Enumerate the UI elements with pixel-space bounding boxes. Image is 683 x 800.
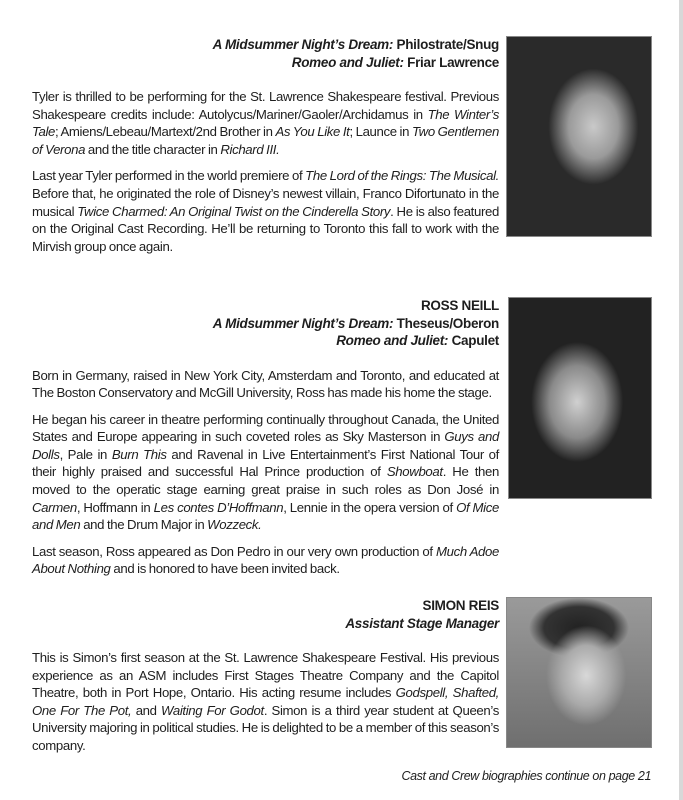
bio-heading <box>32 36 499 71</box>
bio-heading <box>32 297 499 350</box>
role-name: Capulet <box>451 333 499 348</box>
text-run: Before that, he originated the role of Disney’s newest villain, Franco Difortunato in the musical <box>32 185 499 219</box>
headshot-photo <box>506 597 652 748</box>
play-title: A Midsummer Night’s Dream: <box>212 37 394 52</box>
role-line <box>32 315 499 333</box>
work-title: Les contes D’Hoffmann <box>153 499 284 515</box>
text-run: , Hoffmann in <box>76 499 154 515</box>
role-line <box>32 332 499 350</box>
text-run: ; Launce in <box>349 124 412 140</box>
work-title: Much Adoe About Nothing <box>32 543 499 577</box>
work-title: Guys and Dolls <box>32 429 499 462</box>
work-title: Waiting For Godot <box>160 702 264 718</box>
play-title: Assistant Stage Manager <box>345 615 499 631</box>
bio-tyler <box>32 36 652 272</box>
text-run: and is honored to have been invited back. <box>110 561 340 577</box>
bio-simon-reis <box>32 597 652 783</box>
work-title: Burn This <box>111 446 167 462</box>
text-run: , Pale in <box>59 446 112 462</box>
work-title: Richard III. <box>220 141 280 157</box>
text-run: . He is also featured on the Original Cast Recording. He’ll be returning to Toronto this fall to work with the Mirvish group once again. <box>32 203 499 254</box>
play-title: Romeo and Juliet: <box>291 54 404 70</box>
play-title: Romeo and Juliet: <box>336 333 449 348</box>
work-title: Carmen <box>32 499 77 515</box>
text-run: Last season, Ross appeared as Don Pedro in our very own production of <box>32 543 436 559</box>
work-title: As You Like It <box>275 124 350 140</box>
play-title: A Midsummer Night’s Dream: <box>212 315 394 331</box>
text-run: This is Simon’s first season at the St. Lawrence Shakespeare Festival. His previous experience as an ASM includes First Stages Theatre Company and the Capitol Theatre, both in Port Hope, Ontario. His acting resume includes <box>32 650 499 701</box>
bio-name: SIMON REIS <box>422 598 499 613</box>
work-title: Twice Charmed: An Original Twist on the Cinderella Story <box>77 203 391 219</box>
bio-heading <box>32 597 499 632</box>
bio-name: ROSS NEILL <box>420 298 499 313</box>
text-run: and <box>131 702 161 718</box>
role-line <box>32 54 499 72</box>
text-run: Last year Tyler performed in the world premiere of <box>32 168 306 184</box>
work-title: Godspell, Shafted, One For The Pot, <box>32 685 499 718</box>
text-run: Born in Germany, raised in New York City, Amsterdam and Toronto, and educated at The Boston Conservatory and McGill University, Ross has made his home the stage. <box>32 367 499 401</box>
headshot-photo <box>506 36 652 237</box>
role-name: Friar Lawrence <box>407 54 499 70</box>
text-run: and the Drum Major in <box>80 517 208 533</box>
text-run: and the title character in <box>85 141 221 157</box>
work-title: Showboat <box>386 464 443 480</box>
role-line <box>32 615 499 633</box>
text-run: . Simon is a third year student at Queen’s University majoring in political studies. He is delighted to be a member of this season’s company. <box>32 702 499 753</box>
headshot-photo <box>508 297 652 499</box>
work-title: Of Mice and Men <box>32 499 499 533</box>
text-run: ; Amiens/Lebeau/Martext/2nd Brother in <box>55 124 276 140</box>
bio-ross-neill <box>32 297 652 587</box>
work-title: Two Gentlemen of Verona <box>32 124 500 157</box>
role-name: Philostrate/Snug <box>396 37 499 52</box>
text-run: , Lennie in the opera version of <box>283 499 457 515</box>
work-title: Wozzeck. <box>207 517 262 533</box>
work-title: The Lord of the Rings: The Musical. <box>305 168 499 184</box>
continuation-note: Cast and Crew biographies continue on page 21 <box>401 769 651 783</box>
text-run: Tyler is thrilled to be performing for the St. Lawrence Shakespeare festival. Previous Shakespeare credits include: Autolycus/Mariner/Gaoler/Archidamus in <box>32 89 499 122</box>
text-run: and Ravenal in Live Entertainment’s First National Tour of their highly praised and successful Hal Prince production of <box>32 446 499 480</box>
text-run: . He then moved to the operatic stage earning great praise in such roles as Don José in <box>32 464 499 498</box>
role-name: Theseus/Oberon <box>396 315 499 331</box>
role-line <box>32 36 499 54</box>
work-title: The Winter’s Tale <box>32 106 499 140</box>
page-edge <box>679 0 683 800</box>
text-run: He began his career in theatre performing continually throughout Canada, the United States and Europe appearing in such coveted roles as Sky Masterson in <box>32 411 499 445</box>
